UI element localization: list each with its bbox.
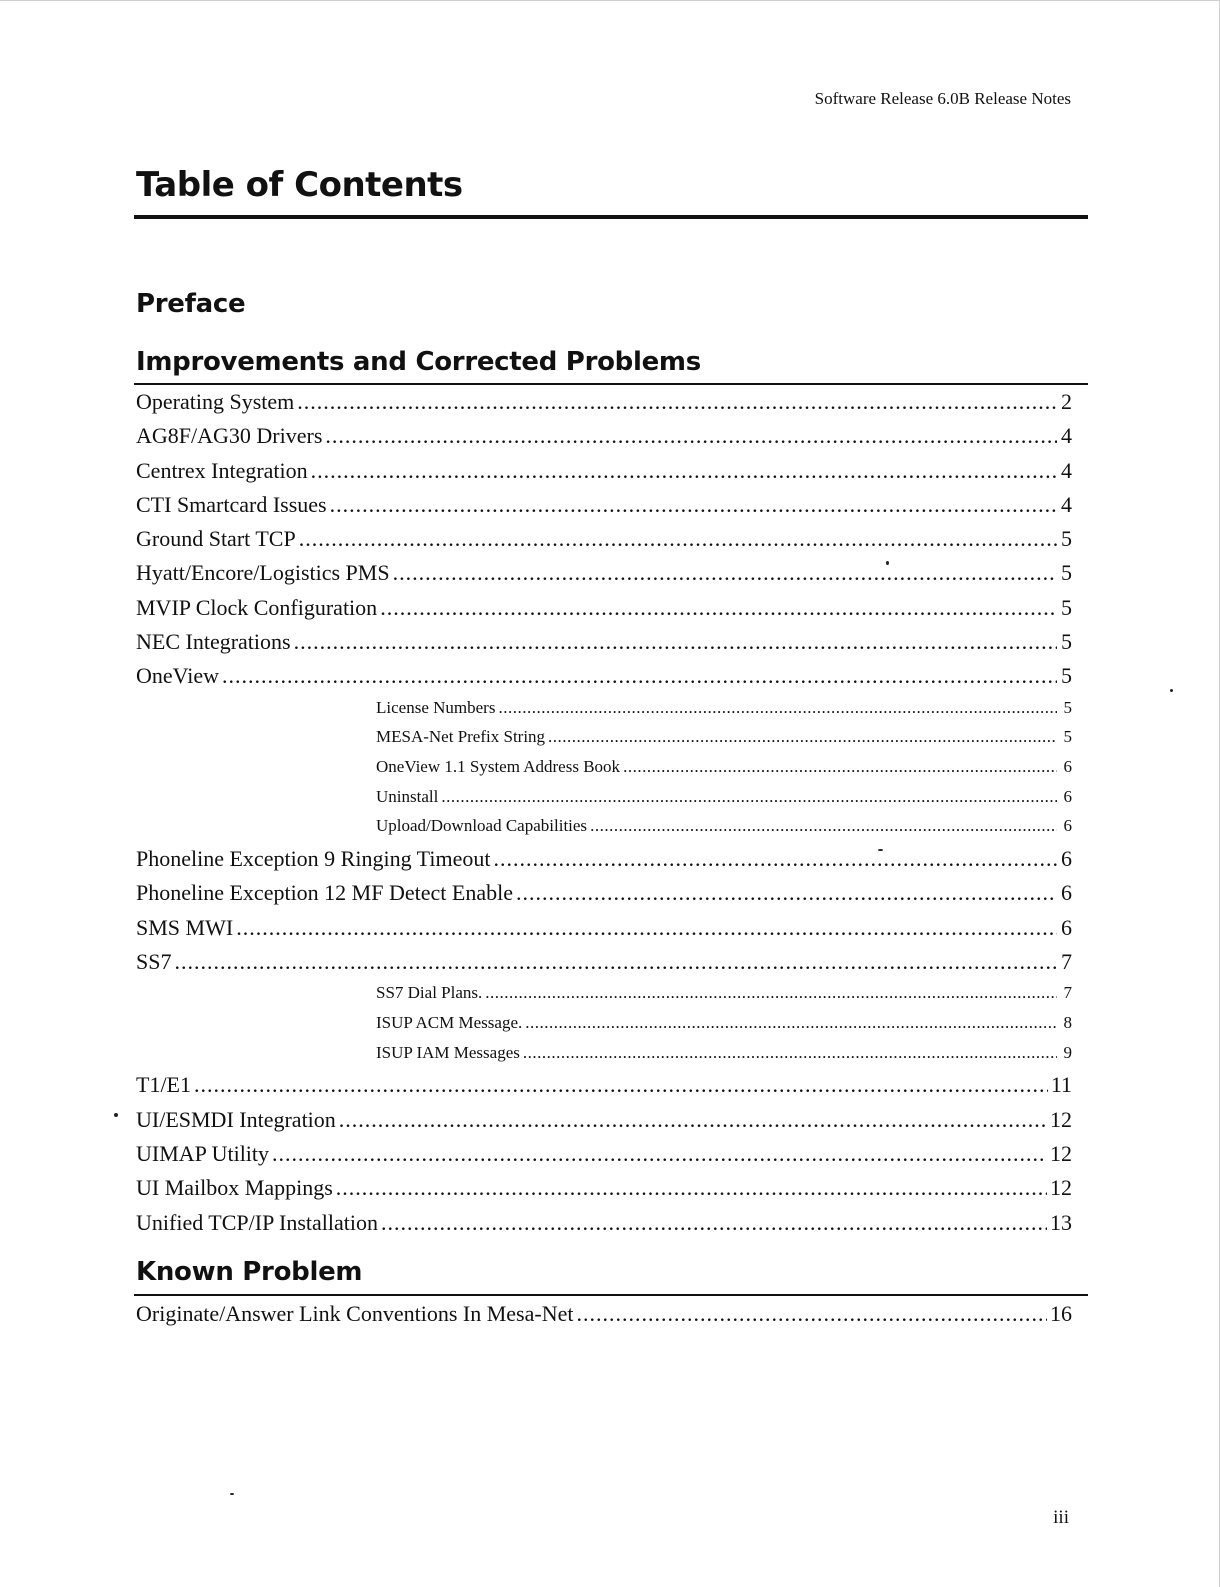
toc-entry-label: Unified TCP/IP Installation (136, 1209, 378, 1235)
toc-entry-label: SS7 (136, 949, 172, 974)
toc-entry-label: Ground Start TCP (136, 526, 296, 552)
dot-leader (485, 983, 1057, 1003)
toc-list-improvements (136, 389, 1072, 1244)
toc-entry-page: 4 (1061, 423, 1072, 449)
title-rule (134, 215, 1088, 219)
toc-subentry (136, 727, 1072, 757)
toc-entry-page: 5 (1063, 697, 1072, 717)
toc-entry-page: 6 (1061, 880, 1072, 906)
dot-leader (222, 663, 1057, 689)
toc-subentry (136, 787, 1072, 817)
toc-entry-page: 6 (1063, 786, 1072, 806)
toc-entry-page: 5 (1061, 560, 1072, 586)
toc-entry (136, 663, 1072, 697)
toc-subentry (136, 983, 1072, 1013)
toc-entry-label: UI Mailbox Mappings (136, 1175, 333, 1201)
toc-entry-page: 7 (1063, 983, 1072, 1003)
toc-entry-label: CTI Smartcard Issues (136, 491, 327, 517)
section-rule-known-problem (134, 1294, 1088, 1296)
toc-entry-label: Phoneline Exception 12 MF Detect Enable (136, 880, 513, 906)
toc-entry-label: ISUP ACM Message. (376, 1012, 523, 1032)
toc-entry-page: 4 (1061, 457, 1072, 483)
toc-entry (136, 595, 1072, 629)
toc-entry-page: 13 (1050, 1209, 1072, 1235)
toc-entry-label: T1/E1 (136, 1072, 191, 1098)
toc-entry (136, 389, 1072, 423)
dot-leader (339, 1107, 1047, 1133)
toc-entry-label: Originate/Answer Link Conventions In Mesa-Net (136, 1301, 574, 1326)
toc-entry (136, 1107, 1072, 1141)
section-rule-improvements (134, 383, 1088, 385)
toc-entry-label: AG8F/AG30 Drivers (136, 423, 323, 449)
section-heading-known-problem: Known Problem (136, 1257, 363, 1287)
toc-entry (136, 1301, 1072, 1335)
toc-entry-label: Uninstall (376, 786, 439, 806)
toc-subentry (136, 698, 1072, 728)
dot-leader (493, 846, 1057, 872)
toc-entry (136, 492, 1072, 526)
toc-entry (136, 1175, 1072, 1209)
toc-entry-label: OneView (136, 663, 219, 689)
toc-entry-page: 12 (1050, 1140, 1072, 1166)
section-heading-improvements: Improvements and Corrected Problems (136, 347, 701, 377)
dot-leader (380, 595, 1057, 621)
toc-entry-page: 6 (1061, 846, 1072, 872)
toc-entry-label: OneView 1.1 System Address Book (376, 757, 621, 777)
toc-entry-label: Phoneline Exception 9 Ringing Timeout (136, 846, 491, 872)
dot-leader (590, 816, 1057, 836)
toc-entry (136, 1072, 1072, 1106)
toc-entry-label: UI/ESMDI Integration (136, 1106, 336, 1132)
dot-leader (381, 1210, 1047, 1236)
toc-entry-page: 5 (1061, 526, 1072, 552)
running-header: Software Release 6.0B Release Notes (814, 89, 1071, 108)
toc-entry-page: 5 (1061, 663, 1072, 689)
toc-entry (136, 458, 1072, 492)
toc-entry (136, 629, 1072, 663)
toc-entry-label: Centrex Integration (136, 457, 308, 483)
dot-leader (325, 423, 1057, 449)
toc-entry-page: 6 (1063, 757, 1072, 777)
page-number: iii (1053, 1507, 1069, 1528)
dot-leader (548, 727, 1057, 747)
toc-entry-page: 4 (1061, 491, 1072, 517)
scan-speck (878, 849, 883, 851)
dot-leader (523, 1043, 1057, 1063)
toc-entry-label: UIMAP Utility (136, 1140, 270, 1166)
toc-entry-label: SS7 Dial Plans. (376, 983, 483, 1003)
toc-entry-page: 6 (1061, 914, 1072, 940)
scan-speck (114, 1113, 118, 1117)
dot-leader (311, 458, 1057, 484)
toc-entry-page: 2 (1061, 389, 1072, 414)
toc-entry (136, 846, 1072, 880)
toc-entry (136, 1210, 1072, 1244)
toc-entry (136, 423, 1072, 457)
dot-leader (393, 560, 1057, 586)
toc-entry-page: 11 (1050, 1072, 1072, 1098)
toc-entry-page: 6 (1063, 816, 1072, 836)
toc-entry-label: License Numbers (376, 697, 496, 717)
toc-entry-page: 7 (1061, 949, 1072, 974)
toc-entry-page: 9 (1063, 1042, 1072, 1062)
dot-leader (498, 698, 1057, 718)
dot-leader (336, 1175, 1047, 1201)
toc-entry (136, 915, 1072, 949)
toc-entry-page: 12 (1050, 1175, 1072, 1201)
dot-leader (236, 915, 1057, 941)
toc-entry-page: 5 (1063, 727, 1072, 747)
toc-subentry (136, 1013, 1072, 1043)
dot-leader (330, 492, 1057, 518)
dot-leader (299, 526, 1057, 552)
toc-entry-page: 12 (1050, 1106, 1072, 1132)
toc-entry (136, 880, 1072, 914)
toc-subentry (136, 1043, 1072, 1073)
dot-leader (272, 1141, 1047, 1167)
toc-subentry (136, 757, 1072, 787)
toc-entry (136, 526, 1072, 560)
toc-entry (136, 1141, 1072, 1175)
toc-entry (136, 560, 1072, 594)
scan-speck (1170, 689, 1173, 692)
toc-entry-page: 5 (1061, 594, 1072, 620)
toc-entry-label: Operating System (136, 389, 295, 414)
scan-speck (230, 1493, 234, 1495)
dot-leader (441, 787, 1057, 807)
toc-entry-label: MESA-Net Prefix String (376, 727, 546, 747)
section-heading-preface: Preface (136, 289, 246, 319)
toc-list-known-problem (136, 1301, 1072, 1335)
toc-entry-label: NEC Integrations (136, 629, 291, 655)
toc-subentry (136, 816, 1072, 846)
dot-leader (623, 757, 1057, 777)
toc-entry-label: ISUP IAM Messages (376, 1042, 520, 1062)
toc-entry-page: 16 (1050, 1301, 1072, 1326)
page-title: Table of Contents (136, 165, 463, 205)
toc-entry-label: SMS MWI (136, 914, 234, 940)
toc-entry-label: MVIP Clock Configuration (136, 594, 378, 620)
dot-leader (194, 1072, 1048, 1098)
dot-leader (525, 1013, 1057, 1033)
dot-leader (576, 1301, 1047, 1327)
scan-speck (886, 561, 889, 565)
toc-entry-label: Upload/Download Capabilities (376, 816, 588, 836)
dot-leader (174, 949, 1057, 975)
toc-entry-label: Hyatt/Encore/Logistics PMS (136, 560, 390, 586)
toc-entry (136, 949, 1072, 983)
toc-entry-page: 8 (1063, 1012, 1072, 1032)
dot-leader (294, 629, 1057, 655)
dot-leader (297, 389, 1057, 415)
toc-entry-page: 5 (1061, 629, 1072, 655)
dot-leader (516, 880, 1057, 906)
